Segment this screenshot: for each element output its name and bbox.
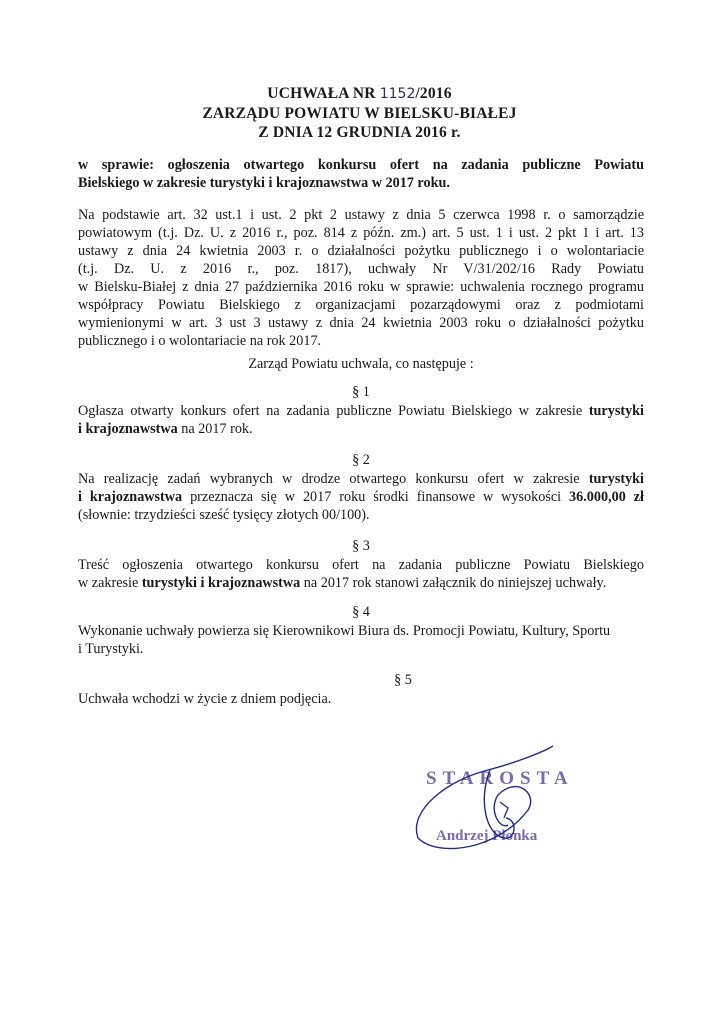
- legal-line: Na podstawie art. 32 ust.1 i ust. 2 pkt 2 ustawy z dnia 5 czerwca 1998 r. o samorządzie: [78, 207, 644, 223]
- subject-line: w sprawie: ogłoszenia otwartego konkursu ofert na zadania publiczne Powiatu: [78, 157, 644, 173]
- section-1-mark: § 1: [352, 384, 370, 400]
- legal-line: ustawy z dnia 24 kwietnia 2003 r. o działalności pożytku publicznego i o wolontariacie: [78, 243, 644, 259]
- subject-paragraph: [78, 156, 644, 192]
- section-3-mark: § 3: [352, 538, 370, 554]
- legal-basis-paragraph: [78, 206, 644, 350]
- legal-line: (t.j. Dz. U. z 2016 r., poz. 1817), uchwały Nr V/31/202/16 Rady Powiatu: [78, 261, 644, 277]
- section-2-mark: § 2: [352, 452, 370, 468]
- issuer-line: ZARZĄDU POWIATU W BIELSKU-BIAŁEJ: [202, 105, 517, 122]
- stamp-title: STAROSTA: [426, 768, 574, 789]
- document-header: [0, 84, 719, 142]
- legal-line: współpracy Powiatu Bielskiego z organizacjami pozarządowymi oraz z podmiotami: [78, 297, 644, 313]
- signature-stroke: [500, 802, 508, 818]
- date-line: Z DNIA 12 GRUDNIA 2016 r.: [258, 124, 461, 141]
- legal-line: w Bielsku-Białej z dnia 27 października 2016 roku w sprawie: uchwalenia rocznego programu: [78, 279, 644, 295]
- resolution-number-line: UCHWAŁA NR 1152/2016: [267, 85, 452, 102]
- stamp-name: Andrzej Płonka: [436, 828, 538, 844]
- subject-line: Bielskiego w zakresie turystyki i krajoznawstwa w 2017 roku.: [78, 175, 450, 191]
- handwritten-number: 1152: [379, 86, 416, 102]
- legal-line: publicznego i o wolontariacie na rok 2017.: [78, 333, 322, 349]
- section-1-text: Ogłasza otwarty konkurs ofert na zadania publiczne Powiatu Bielskiego w zakresie turystyki i krajoznawstwa na 2017 rok.: [78, 403, 644, 437]
- legal-line: powiatowym (t.j. Dz. U. z 2016 r., poz. 814 z późn. zm.) art. 5 ust. 1 i ust. 2 pkt 1 i art. 13: [78, 225, 644, 241]
- legal-line: wymienionymi w art. 3 ust 3 ustawy z dnia 24 kwietnia 2003 roku o działalności pożytku: [78, 315, 644, 331]
- section-5-mark: § 5: [394, 672, 412, 688]
- section-2-text: Na realizację zadań wybranych w drodze otwartego konkursu ofert w zakresie turystyki i krajoznawstwa przeznacza się w 2017 roku środki finansowe w wysokości 36.000,00 zł (słownie: trzydzieści sześć tysięcy złotych 00/100).: [78, 471, 644, 523]
- starosta-stamp-signature: [408, 740, 598, 870]
- section-4-mark: § 4: [352, 604, 370, 620]
- section-4-text: Wykonanie uchwały powierza się Kierownikowi Biura ds. Promocji Powiatu, Kultury, Sportu i Turystyki.: [78, 623, 611, 657]
- resolves-line: Zarząd Powiatu uchwala, co następuje :: [248, 356, 474, 372]
- section-3-text: Treść ogłoszenia otwartego konkursu ofert na zadania publiczne Powiatu Bielskiego w zakresie turystyki i krajoznawstwa na 2017 rok stanowi załącznik do niniejszej uchwały.: [78, 557, 644, 591]
- section-5-text: Uchwała wchodzi w życie z dniem podjęcia.: [78, 691, 332, 707]
- amount: 36.000,00 zł: [569, 489, 644, 505]
